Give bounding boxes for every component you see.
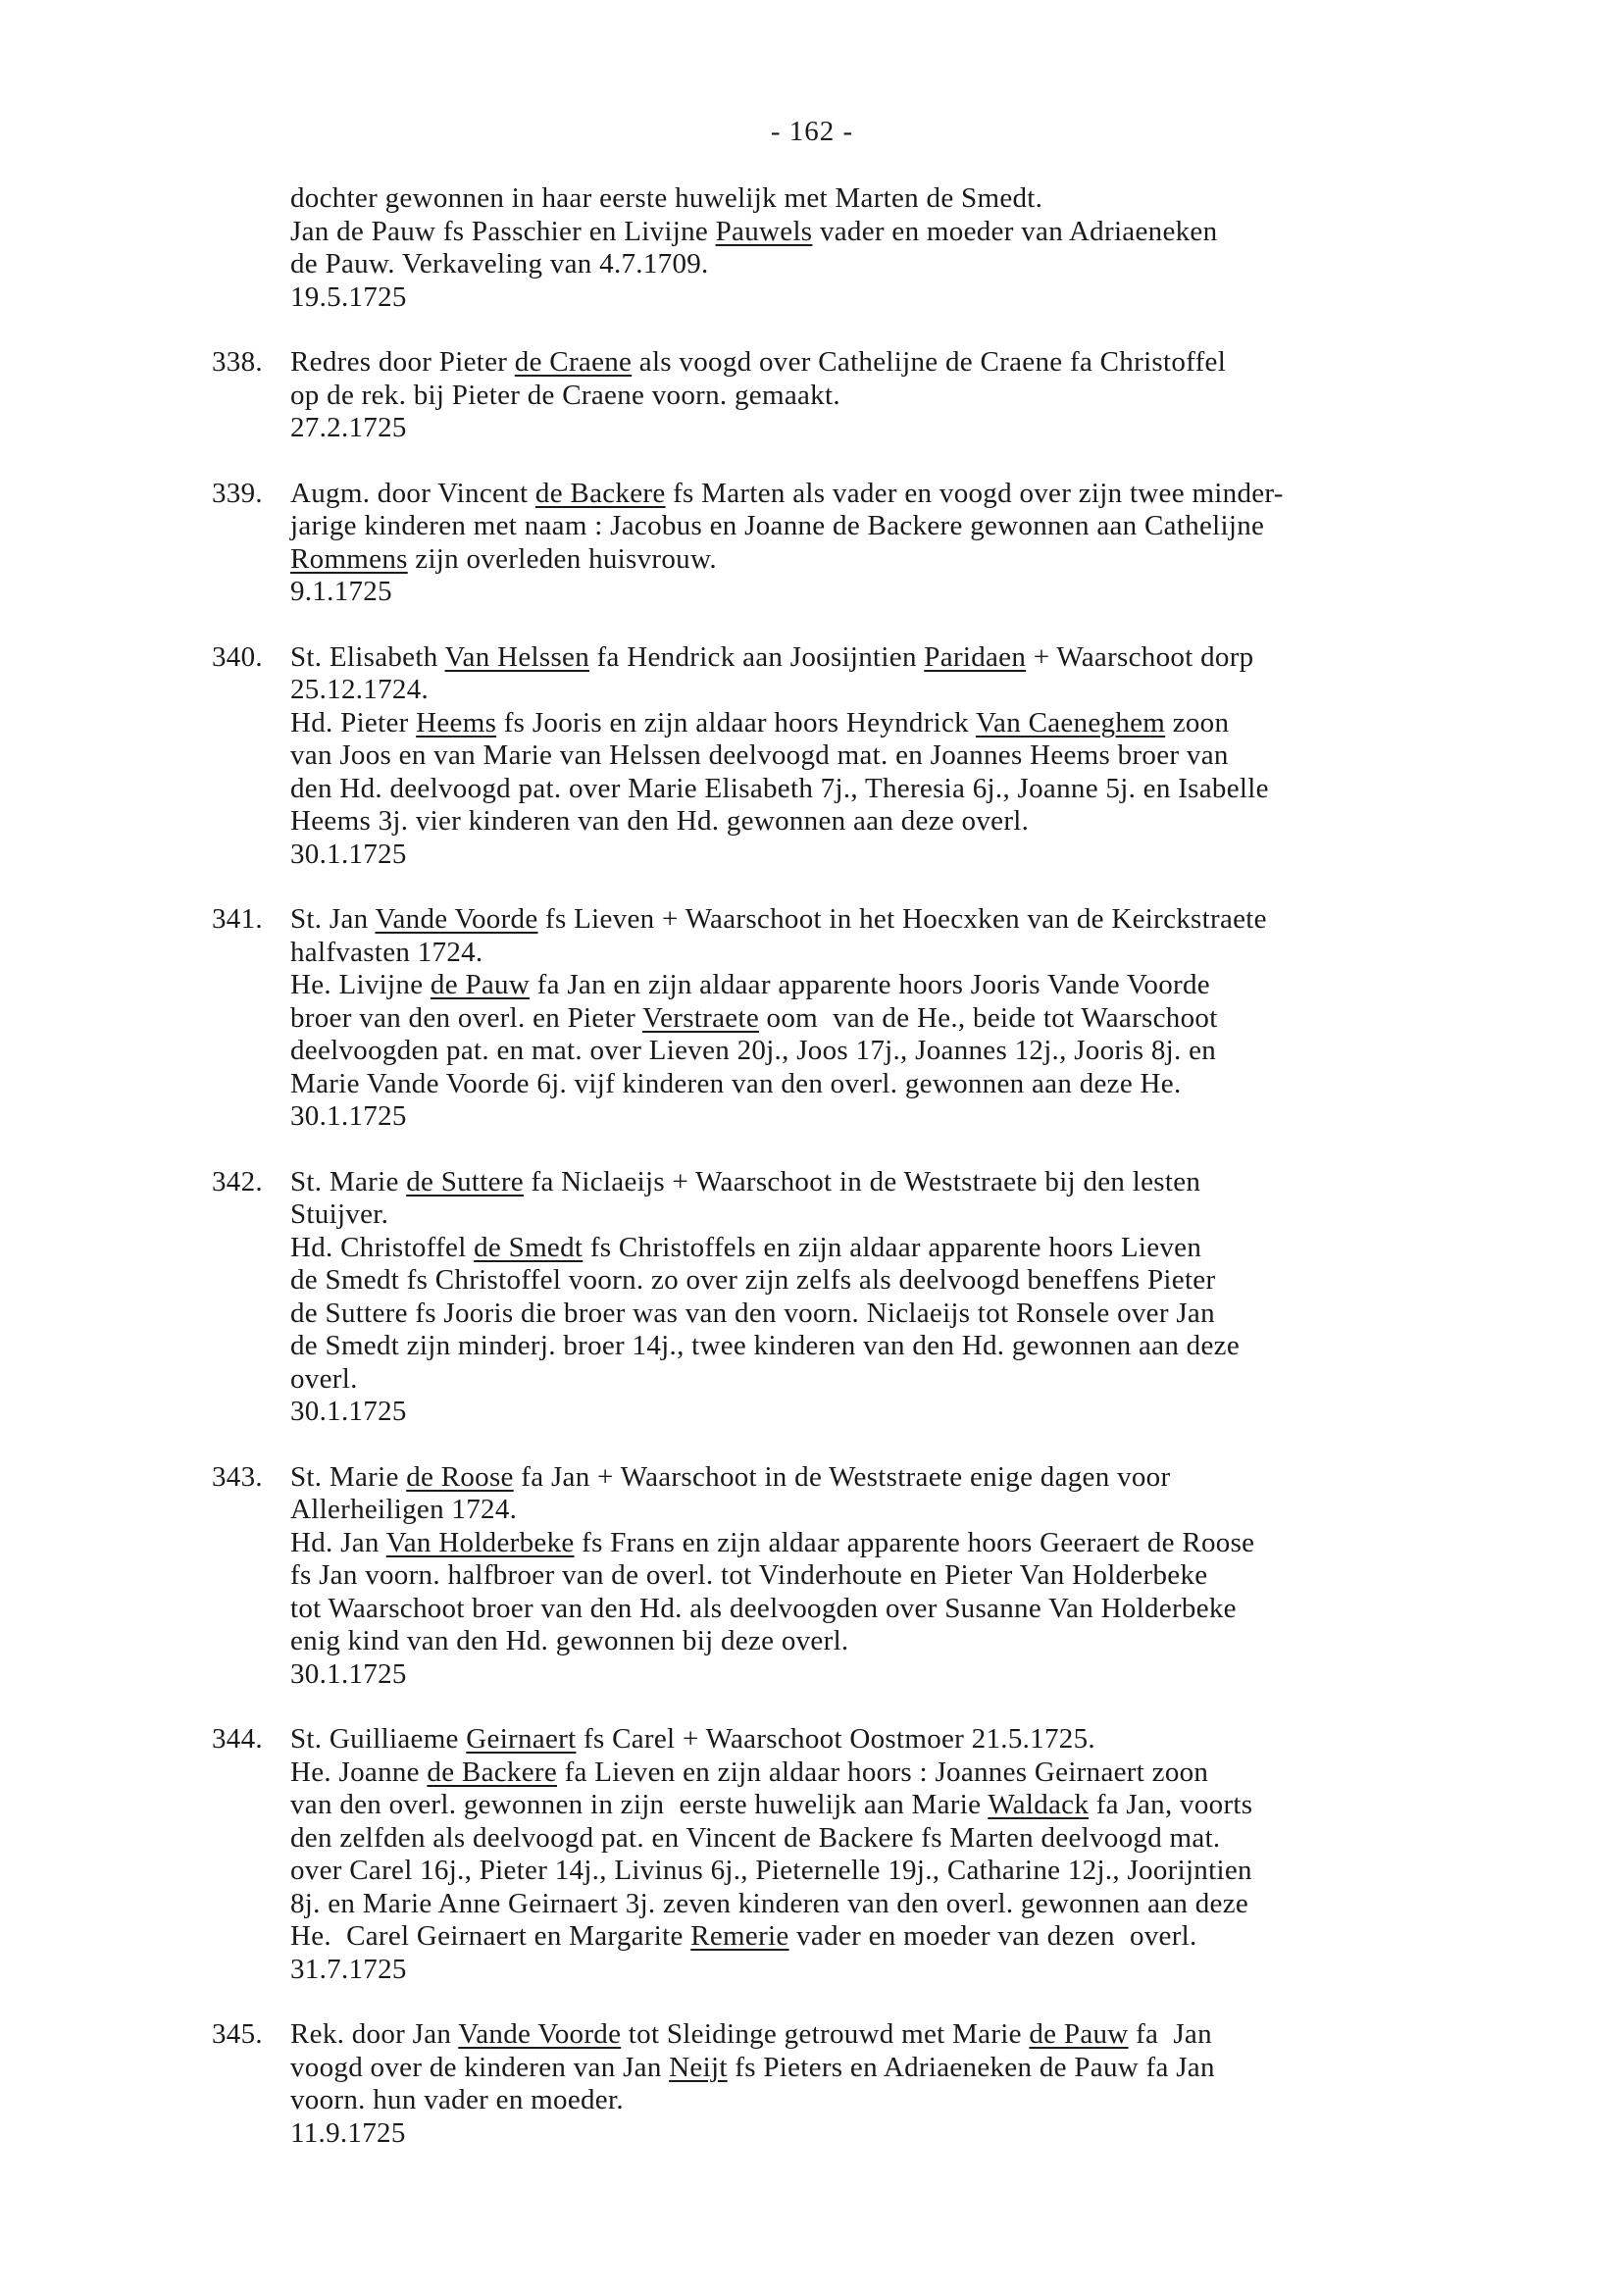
entry-number: 338.	[212, 346, 263, 378]
underlined-surname: Verstraete	[642, 1001, 759, 1034]
text-segment: vader en moeder van dezen overl.	[788, 1920, 1197, 1952]
text-line	[290, 182, 1585, 216]
underlined-surname: de Backere	[534, 477, 666, 509]
text-segment: Hd. Christoffel	[290, 1231, 475, 1263]
underlined-surname: Remerie	[690, 1920, 789, 1952]
text-segment: fs Christoffels en zijn aldaar apparente hoors Lieven	[583, 1231, 1202, 1263]
underlined-surname: Rommens	[290, 542, 408, 575]
intro-paragraph	[212, 182, 1585, 314]
text-line	[290, 380, 1585, 413]
text-segment: fs Frans en zijn aldaar apparente hoors Geeraert de Roose	[574, 1526, 1255, 1558]
text-line	[290, 1822, 1585, 1856]
underlined-surname: de Smedt	[474, 1231, 584, 1263]
text-segment: fa Niclaeijs + Waarschoot in de Weststraete bij den lesten	[523, 1165, 1201, 1197]
text-segment: Hd. Jan	[290, 1526, 386, 1558]
text-segment: 8j. en Marie Anne Geirnaert 3j. zeven kinderen van den overl. gewonnen aan deze	[290, 1887, 1249, 1919]
text-segment: de Suttere fs Jooris die broer was van den voorn. Niclaeijs tot Ronsele over Jan	[290, 1297, 1215, 1329]
text-segment: jarige kinderen met naam : Jacobus en Joanne de Backere gewonnen aan Cathelijne	[290, 510, 1265, 541]
underlined-surname: Van Helssen	[444, 640, 589, 673]
text-segment: fa Hendrick aan Joosijntien	[589, 640, 925, 673]
text-line	[290, 346, 1585, 380]
text-segment: halfvasten 1724.	[290, 936, 483, 968]
text-line	[290, 1625, 1585, 1658]
text-line	[290, 1166, 1585, 1199]
text-line	[290, 1920, 1585, 1954]
text-segment: den Hd. deelvoogd pat. over Marie Elisabeth 7j., Theresia 6j., Joanne 5j. en Isabelle	[290, 772, 1269, 804]
entry-number: 339.	[212, 477, 263, 509]
entry-date: 9.1.1725	[290, 576, 392, 607]
text-segment: fa Jan	[1128, 2018, 1212, 2050]
text-segment: zoon	[1165, 706, 1230, 738]
text-segment: 25.12.1724.	[290, 674, 430, 705]
text-line	[290, 1494, 1585, 1527]
text-segment: Heems 3j. vier kinderen van den Hd. gewonnen aan deze overl.	[290, 805, 1030, 837]
entry-number: 345.	[212, 2018, 263, 2050]
entry-number: 344.	[212, 1723, 263, 1755]
text-segment: tot Sleidinge getrouwd met Marie	[621, 2018, 1030, 2050]
text-segment: Hd. Pieter	[290, 706, 417, 738]
text-line	[290, 1298, 1585, 1331]
text-line	[290, 1198, 1585, 1232]
underlined-surname: Neijt	[669, 2051, 728, 2083]
text-segment: St. Elisabeth	[290, 640, 445, 673]
text-segment: van den overl. gewonnen in zijn eerste huwelijk aan Marie	[290, 1789, 989, 1820]
text-segment: Redres door Pieter	[290, 346, 515, 378]
text-segment: fs Pieters en Adriaeneken de Pauw fa Jan	[727, 2051, 1215, 2083]
text-segment: fa Jan en zijn aldaar apparente hoors Jooris Vande Voorde	[530, 969, 1210, 1000]
text-line	[290, 543, 1585, 577]
text-segment: fs Jooris en zijn aldaar hoors Heyndrick	[496, 706, 977, 738]
text-segment: deelvoogden pat. en mat. over Lieven 20j., Joos 17j., Joannes 12j., Jooris 8j. en	[290, 1035, 1217, 1066]
underlined-surname: Van Caeneghem	[976, 706, 1166, 738]
text-line	[290, 1232, 1585, 1265]
underlined-surname: de Pauw	[1029, 2018, 1129, 2050]
document-body	[212, 182, 1585, 2182]
entry-6	[212, 1723, 1585, 1986]
entry-4	[212, 1166, 1585, 1429]
underlined-surname: Vande Voorde	[375, 903, 538, 935]
page-number: - 162 -	[770, 116, 854, 147]
text-segment: de Smedt zijn minderj. broer 14j., twee kinderen van den Hd. gewonnen aan deze	[290, 1330, 1240, 1361]
text-segment: de Smedt fs Christoffel voorn. zo over zijn zelfs als deelvoogd beneffens Pieter	[290, 1264, 1216, 1296]
text-segment: Jan de Pauw fs Passchier en Livijne	[290, 215, 716, 247]
text-line	[290, 937, 1585, 970]
text-line	[290, 1855, 1585, 1888]
text-line	[290, 903, 1585, 937]
entry-date: 30.1.1725	[290, 1396, 407, 1427]
text-segment: + Waarschoot dorp	[1026, 640, 1254, 673]
text-line	[290, 674, 1585, 707]
text-segment: als voogd over Cathelijne de Craene fa Christoffel	[632, 346, 1227, 378]
entry-5	[212, 1461, 1585, 1692]
text-segment: fa Jan, voorts	[1089, 1789, 1253, 1820]
text-segment: St. Marie	[290, 1460, 407, 1493]
text-line	[290, 248, 1585, 281]
text-segment: tot Waarschoot broer van den Hd. als deelvoogden over Susanne Van Holderbeke	[290, 1592, 1237, 1624]
underlined-surname: de Backere	[427, 1756, 558, 1788]
entry-2	[212, 641, 1585, 872]
text-segment: fs Jan voorn. halfbroer van de overl. tot Vinderhoute en Pieter Van Holderbeke	[290, 1559, 1208, 1591]
text-line	[290, 969, 1585, 1002]
text-segment: overl.	[290, 1362, 358, 1395]
underlined-surname: Paridaen	[924, 640, 1027, 673]
text-line	[290, 739, 1585, 773]
text-line	[290, 1035, 1585, 1068]
text-line	[290, 1789, 1585, 1822]
entry-date: 30.1.1725	[290, 838, 407, 870]
text-segment: dochter gewonnen in haar eerste huwelijk met Marten de Smedt.	[290, 182, 1043, 214]
entry-date: 30.1.1725	[290, 1657, 407, 1690]
text-line	[290, 641, 1585, 675]
text-line	[290, 805, 1585, 839]
underlined-surname: de Craene	[514, 346, 633, 378]
text-line	[290, 1559, 1585, 1593]
text-segment: fs Carel + Waarschoot Oostmoer 21.5.1725.	[576, 1723, 1095, 1755]
text-line	[290, 2018, 1585, 2052]
text-segment: over Carel 16j., Pieter 14j., Livinus 6j., Pieternelle 19j., Catharine 12j., Joorijntien	[290, 1855, 1252, 1886]
text-line	[290, 1888, 1585, 1921]
text-segment: voorn. hun vader en moeder.	[290, 2084, 624, 2115]
text-segment: den zelfden als deelvoogd pat. en Vincent de Backere fs Marten deelvoogd mat.	[290, 1821, 1221, 1854]
text-line	[290, 1723, 1585, 1756]
underlined-surname: de Pauw	[430, 969, 531, 1000]
text-line	[290, 1330, 1585, 1363]
text-segment: op de rek. bij Pieter de Craene voorn. gemaakt.	[290, 379, 840, 411]
text-line	[290, 707, 1585, 740]
entry-date: 30.1.1725	[290, 1100, 407, 1132]
entry-0	[212, 346, 1585, 445]
text-segment: He. Livijne	[290, 969, 431, 1000]
underlined-surname: Geirnaert	[466, 1723, 577, 1755]
entry-1	[212, 478, 1585, 609]
entry-date: 31.7.1725	[290, 1953, 407, 1985]
text-line	[290, 2084, 1585, 2117]
entry-number: 342.	[212, 1165, 263, 1197]
text-line	[290, 1593, 1585, 1626]
text-segment: fs Marten als vader en voogd over zijn twee minder-	[665, 477, 1284, 509]
text-segment: zijn overleden huisvrouw.	[407, 542, 717, 575]
text-segment: St. Guilliaeme	[290, 1723, 467, 1755]
text-segment: oom van de He., beide tot Waarschoot	[759, 1001, 1218, 1034]
text-line	[290, 1461, 1585, 1495]
underlined-surname: de Roose	[406, 1460, 514, 1493]
entry-7	[212, 2018, 1585, 2150]
text-line	[290, 2052, 1585, 2085]
text-line	[290, 1527, 1585, 1560]
text-segment: St. Marie	[290, 1165, 407, 1197]
underlined-surname: Heems	[416, 706, 497, 738]
underlined-surname: Pauwels	[715, 215, 813, 247]
text-line	[290, 1756, 1585, 1790]
text-segment: Rek. door Jan	[290, 2018, 459, 2050]
text-segment: fa Lieven en zijn aldaar hoors : Joannes Geirnaert zoon	[557, 1756, 1209, 1788]
text-segment: broer van den overl. en Pieter	[290, 1001, 643, 1034]
text-segment: fs Lieven + Waarschoot in het Hoecxken van de Keirckstraete	[537, 903, 1267, 935]
text-line	[290, 1068, 1585, 1101]
text-segment: St. Jan	[290, 903, 376, 935]
text-segment: enig kind van den Hd. gewonnen bij deze overl.	[290, 1625, 849, 1656]
text-segment: Marie Vande Voorde 6j. vijf kinderen van den overl. gewonnen aan deze He.	[290, 1067, 1182, 1099]
underlined-surname: Van Holderbeke	[385, 1526, 575, 1558]
text-segment: He. Carel Geirnaert en Margarite	[290, 1920, 691, 1952]
entry-number: 343.	[212, 1460, 263, 1493]
entry-number: 341.	[212, 903, 263, 935]
text-segment: Augm. door Vincent	[290, 477, 535, 509]
text-line	[290, 1002, 1585, 1036]
text-segment: fa Jan + Waarschoot in de Weststraete enige dagen voor	[513, 1460, 1171, 1493]
text-segment: Stuijver.	[290, 1198, 389, 1230]
text-line	[290, 1363, 1585, 1397]
entry-date: 19.5.1725	[290, 280, 407, 313]
text-line	[290, 1264, 1585, 1298]
underlined-surname: Waldack	[988, 1789, 1090, 1820]
entry-date: 27.2.1725	[290, 412, 407, 443]
underlined-surname: Vande Voorde	[458, 2018, 622, 2050]
text-segment: de Pauw. Verkaveling van 4.7.1709.	[290, 248, 709, 280]
text-line	[290, 510, 1585, 543]
entry-number: 340.	[212, 640, 263, 673]
entry-date: 11.9.1725	[290, 2116, 406, 2149]
text-line	[290, 478, 1585, 511]
text-segment: voogd over de kinderen van Jan	[290, 2051, 670, 2083]
text-segment: He. Joanne	[290, 1756, 428, 1788]
text-line	[290, 773, 1585, 806]
text-segment: van Joos en van Marie van Helssen deelvoogd mat. en Joannes Heems broer van	[290, 739, 1229, 771]
entries-list	[212, 346, 1585, 2150]
text-segment: vader en moeder van Adriaeneken	[812, 215, 1218, 247]
underlined-surname: de Suttere	[406, 1165, 524, 1197]
text-line	[290, 216, 1585, 249]
entry-3	[212, 903, 1585, 1134]
text-segment: Allerheiligen 1724.	[290, 1494, 518, 1525]
